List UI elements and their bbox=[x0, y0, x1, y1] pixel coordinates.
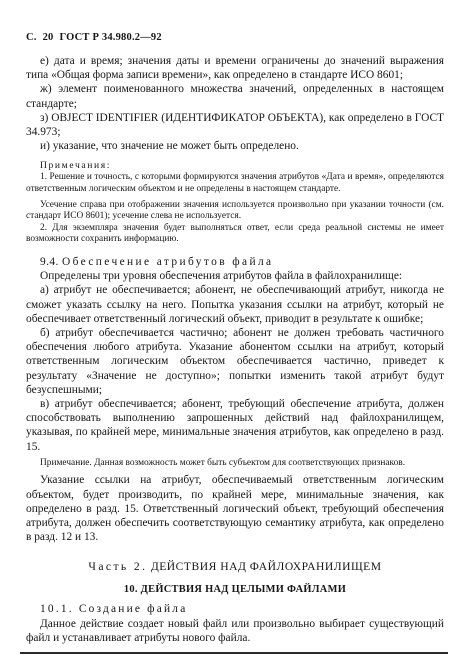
notes-heading: Примечания: bbox=[40, 160, 111, 172]
section-title: Обеспечение атрибутов файла bbox=[61, 255, 274, 268]
subsection-title: Создание файла bbox=[78, 603, 188, 616]
standard-code: ГОСТ Р 34.980.2—92 bbox=[59, 32, 162, 43]
chapter-heading: 10. ДЕЙСТВИЯ НАД ЦЕЛЫМИ ФАЙЛАМИ bbox=[123, 584, 347, 596]
note-item-truncation: Усечение справа при отображении значения используется произвольно при указании точности (см. стандарт ИСО 8601); усечение слева не используется. bbox=[26, 199, 444, 222]
list-item-i: и) указание, что значение не может быть определено. bbox=[40, 140, 299, 153]
paragraph-create-file: Данное действие создает новый файл или произвольно выбирает существующий файл и устанавливает атрибуты нового файла. bbox=[26, 617, 444, 644]
part-title: ДЕЙСТВИЯ НАД ФАЙЛОХРАНИЛИЩЕМ bbox=[150, 560, 382, 574]
note-item-1: 1. Решение и точность, с которыми формируются значения атрибутов «Дата и время», определяются ответственным логическим объектом и не определены в настоящем стандарте. bbox=[26, 172, 444, 195]
part-heading bbox=[26, 560, 444, 574]
paragraph-closing: Указание ссылки на атрибут, обеспечиваемый ответственным логическим объектом, будет производить, по крайней мере, минимальные значения, как определено в разд. 15. Ответственный логический объект, требующий обеспечения атрибута, должен обеспечить соответствующую семантику атрибута, как определено в разд. 12 и 13. bbox=[26, 474, 444, 544]
list-item-z: з) OBJECT IDENTIFIER (ИДЕНТИФИКАТОР ОБЪЕКТА), как определено в ГОСТ 34.973; bbox=[26, 111, 444, 139]
page-header bbox=[26, 32, 168, 43]
paragraph-b: б) атрибут обеспечивается частично; абонент не должен требовать частичного обеспечения любого атрибута. Указание абонентом ссылки на атрибут, который ответственным логическим объектом обеспечивается частично, приведет к результату «Значение не доступно»; попытки изменить такой атрибут будут безуспешными; bbox=[26, 327, 444, 396]
section-note: Примечание. Данная возможность может быть субъектом для соответствующих признаков. bbox=[40, 457, 406, 468]
page-prefix: С. bbox=[26, 32, 37, 43]
section-number: 9.4. bbox=[40, 255, 59, 268]
section-heading-9-4 bbox=[26, 255, 444, 269]
section-heading-10-1 bbox=[26, 602, 444, 616]
bottom-rule bbox=[20, 652, 448, 654]
subsection-number: 10.1. bbox=[40, 603, 74, 616]
note-item-2: 2. Для экземпляра значения будет выполняться ответ, если среда реальной системы не имеет возможности сохранить информацию. bbox=[26, 222, 444, 245]
list-item-zh: ж) элемент поименованного множества значений, определенных в настоящем стандарте; bbox=[26, 83, 444, 110]
page-content bbox=[26, 54, 444, 645]
paragraph-v: в) атрибут обеспечивается; абонент, требующий обеспечение атрибута, должен способствовать выполнению запрошенных действий над файлохранилищем, указывая, по крайней мере, минимальные значения атрибутов, как определено в разд. 15. bbox=[26, 398, 444, 453]
paragraph-a: а) атрибут не обеспечивается; абонент, не обеспечивающий атрибут, никогда не сможет указать ссылку на него. Попытка указания ссылки на атрибут, который не обеспечивает ответственный логический объект, приводит в результате к ошибке; bbox=[26, 284, 444, 325]
part-label: Часть 2. bbox=[88, 560, 148, 574]
page-number: 20 bbox=[42, 32, 54, 43]
list-item-e: е) дата и время; значения даты и времени ограничены до значений выражения типа «Общая форма записи времени», как определено в стандарте ИСО 8601; bbox=[26, 55, 444, 82]
paragraph-intro: Определены три уровня обеспечения атрибутов файла в файлохранилище: bbox=[40, 270, 403, 283]
